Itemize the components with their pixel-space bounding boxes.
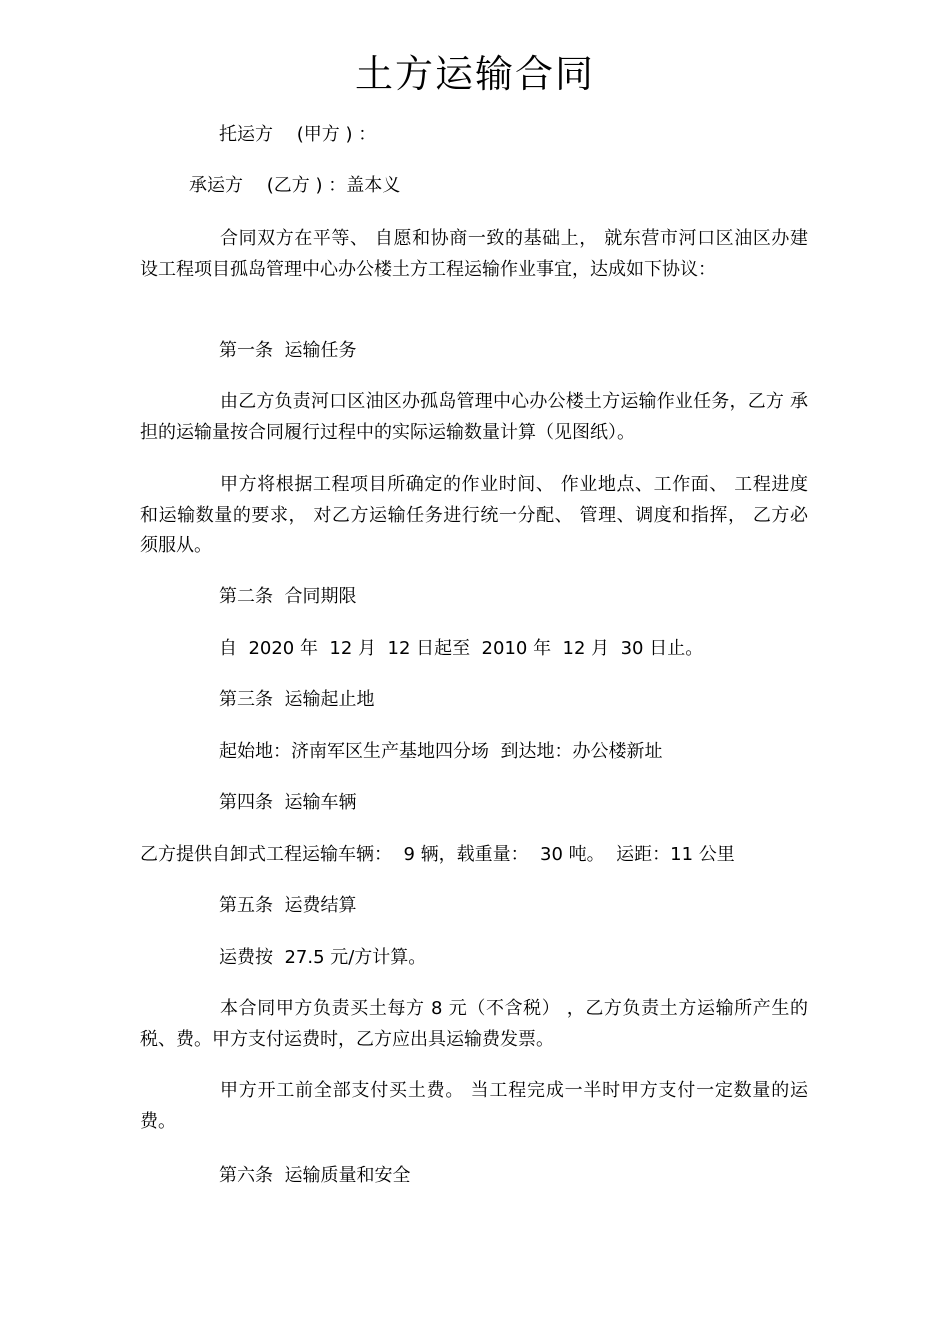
article-6-heading: 第六条 运输质量和安全 (219, 1165, 411, 1186)
article-4-paragraph-1: 乙方提供自卸式工程运输车辆： 9 辆，载重量： 30 吨。 运距：11 公里 (140, 844, 735, 865)
article-5-paragraph-1: 运费按 27.5 元/方计算。 (219, 947, 427, 968)
article-5-heading: 第五条 运费结算 (219, 895, 357, 916)
article-1-paragraph-2: 甲方将根据工程项目所确定的作业时间、 作业地点、工作面、 工程进度 和运输数量的要求， 对乙方运输任务进行统一分配、 管理、调度和指挥， 乙方必 须服从。 (140, 474, 808, 556)
article-5-paragraph-3: 甲方开工前全部支付买土费。 当工程完成一半时甲方支付一定数量的运 费。 (140, 1080, 808, 1132)
article-3-paragraph-1: 起始地：济南军区生产基地四分场 到达地：办公楼新址 (219, 741, 663, 762)
party-b-line: 承运方 (乙方 ) ：盖本义 (189, 175, 401, 196)
article-2-heading: 第二条 合同期限 (219, 586, 357, 607)
article-3-heading: 第三条 运输起止地 (219, 689, 375, 710)
intro-paragraph: 合同双方在平等、 自愿和协商一致的基础上， 就东营市河口区油区办建 设工程项目孤岛管理中心办公楼土方工程运输作业事宜，达成如下协议： (140, 228, 808, 280)
article-5-paragraph-2: 本合同甲方负责买土每方 8 元（不含税） ，乙方负责土方运输所产生的 税、费。甲方支付运费时，乙方应出具运输费发票。 (140, 998, 808, 1050)
article-1-heading: 第一条 运输任务 (219, 340, 357, 361)
document-title: 土方运输合同 (354, 52, 595, 96)
article-1-paragraph-1: 由乙方负责河口区油区办孤岛管理中心办公楼土方运输作业任务，乙方 承担的运输量按合同履行过程中的实际运输数量计算（见图纸）。 (140, 391, 808, 443)
party-a-line: 托运方 (甲方 ) ： (219, 124, 377, 145)
article-4-heading: 第四条 运输车辆 (219, 792, 357, 813)
article-2-paragraph-1: 自 2020 年 12 月 12 日起至 2010 年 12 月 30 日止。 (219, 638, 704, 659)
